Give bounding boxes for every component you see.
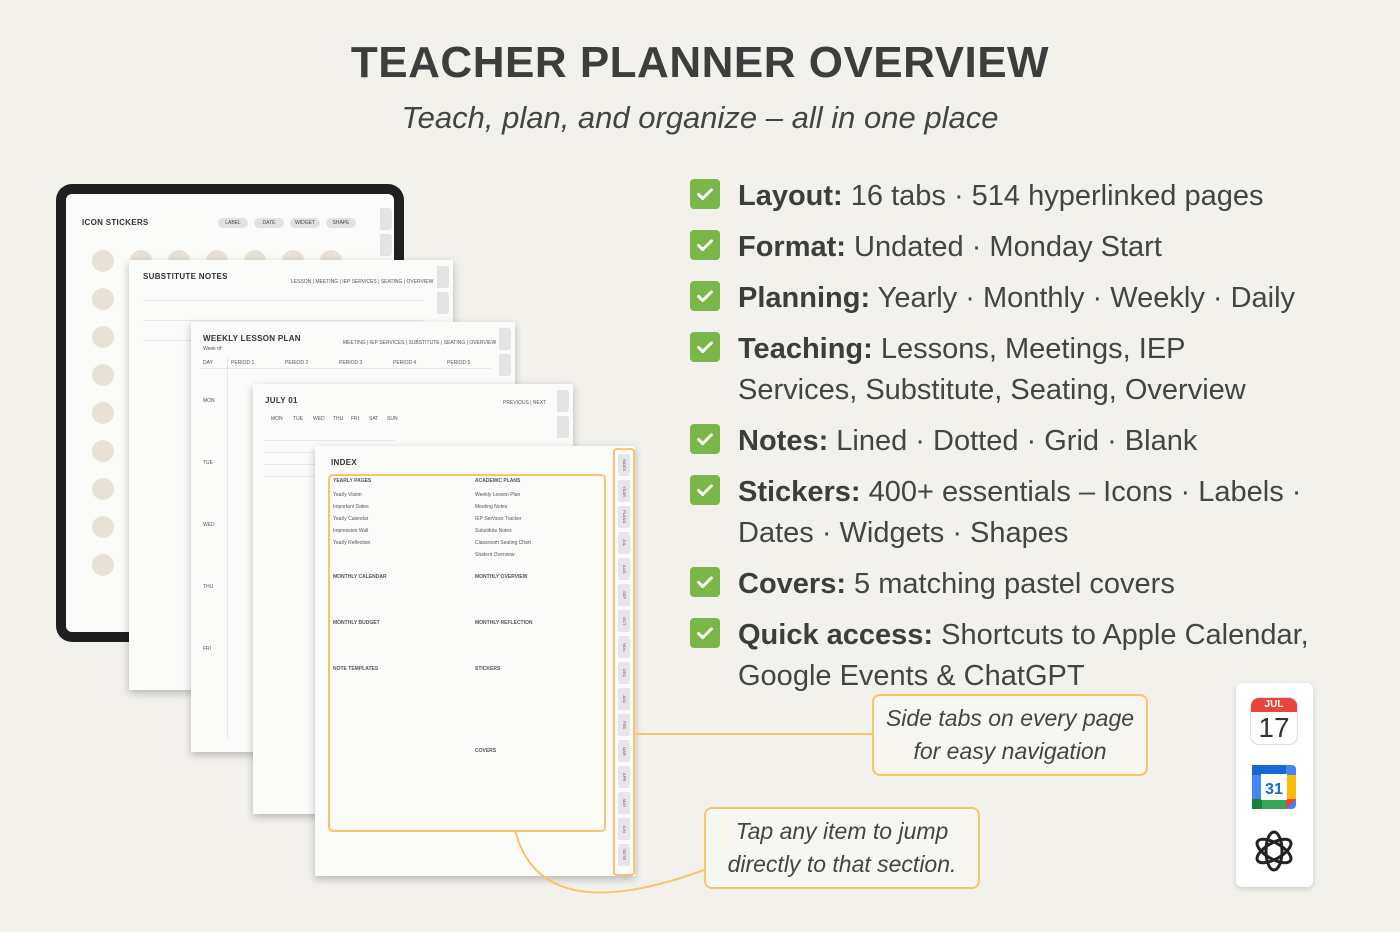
apple-calendar-day: 17 bbox=[1258, 712, 1290, 743]
side-tab-index[interactable]: INDEX bbox=[618, 454, 630, 476]
apple-calendar-month: JUL bbox=[1251, 698, 1297, 712]
note-templates-head[interactable]: NOTE TEMPLATES bbox=[333, 666, 379, 672]
google-calendar-day: 31 bbox=[1265, 781, 1283, 798]
feature-label: Notes: bbox=[738, 425, 829, 457]
side-tab-year[interactable]: YEAR bbox=[618, 480, 630, 502]
weekly-title: WEEKLY LESSON PLAN bbox=[203, 334, 301, 343]
chatgpt-icon[interactable] bbox=[1250, 827, 1298, 875]
checkmark-icon bbox=[690, 332, 720, 362]
feature-text: Yearly · Monthly · Weekly · Daily bbox=[870, 282, 1296, 314]
index-link[interactable]: Important Dates bbox=[333, 504, 369, 510]
icon-stickers-title: ICON STICKERS bbox=[82, 218, 149, 227]
stickers-head[interactable]: STICKERS bbox=[475, 666, 501, 672]
monthly-budget-head[interactable]: MONTHLY BUDGET bbox=[333, 620, 380, 626]
monthly-overview-head[interactable]: MONTHLY OVERVIEW bbox=[475, 574, 528, 580]
feature-label: Format: bbox=[738, 231, 846, 263]
feature-item bbox=[690, 615, 1310, 697]
day-label: THU bbox=[203, 584, 214, 590]
daily-nav[interactable]: PREVIOUS | NEXT bbox=[503, 400, 547, 406]
col-head: PERIOD 2 bbox=[285, 360, 309, 366]
side-tab-mar[interactable]: MAR bbox=[618, 740, 630, 762]
quick-access-apps bbox=[1236, 683, 1313, 887]
feature-label: Quick access: bbox=[738, 619, 934, 651]
feature-text: 5 matching pastel covers bbox=[846, 568, 1175, 600]
col-head: PERIOD 5 bbox=[447, 360, 471, 366]
day-label: MON bbox=[203, 398, 215, 404]
index-link[interactable]: Yearly Calendar bbox=[333, 516, 369, 522]
monthly-calendar-head[interactable]: MONTHLY CALENDAR bbox=[333, 574, 387, 580]
yearly-pages-head[interactable]: YEARLY PAGES bbox=[333, 478, 372, 484]
shape-pill[interactable]: SHAPE bbox=[326, 218, 356, 228]
feature-text: 16 tabs · 514 hyperlinked pages bbox=[842, 180, 1264, 212]
widget-pill[interactable]: WIDGET bbox=[290, 218, 320, 228]
checkmark-icon bbox=[690, 618, 720, 648]
side-tab-oct[interactable]: OCT bbox=[618, 610, 630, 632]
checkmark-icon bbox=[690, 424, 720, 454]
weekday-label: THU bbox=[333, 416, 344, 422]
weekday-label: MON bbox=[271, 416, 283, 422]
substitute-title: SUBSTITUTE NOTES bbox=[143, 272, 228, 281]
checkmark-icon bbox=[690, 281, 720, 311]
feature-label: Planning: bbox=[738, 282, 871, 314]
substitute-nav[interactable]: LESSON | MEETING | IEP SERVICES | SEATING | OVERVIEW bbox=[291, 279, 434, 285]
index-link[interactable]: Classroom Seating Chart bbox=[475, 540, 531, 546]
feature-label: Teaching: bbox=[738, 333, 873, 365]
col-head: PERIOD 1 bbox=[231, 360, 255, 366]
label-pill[interactable]: LABEL bbox=[218, 218, 248, 228]
index-link[interactable]: IEP Services Tracker bbox=[475, 516, 522, 522]
side-tab-sep[interactable]: SEP bbox=[618, 584, 630, 606]
side-tab-jun[interactable]: JUN bbox=[618, 818, 630, 840]
page-title: TEACHER PLANNER OVERVIEW bbox=[350, 38, 1050, 87]
google-calendar-icon[interactable] bbox=[1252, 765, 1296, 809]
side-tab-may[interactable]: MAY bbox=[618, 792, 630, 814]
index-link[interactable]: Substitute Notes bbox=[475, 528, 512, 534]
day-label: WED bbox=[203, 522, 215, 528]
feature-item bbox=[690, 564, 1310, 605]
side-tab-jul[interactable]: JUL bbox=[618, 532, 630, 554]
checkmark-icon bbox=[690, 475, 720, 505]
covers-head[interactable]: COVERS bbox=[475, 748, 497, 754]
side-tab-apr[interactable]: APR bbox=[618, 766, 630, 788]
feature-label: Stickers: bbox=[738, 476, 861, 508]
index-link[interactable]: Yearly Reflection bbox=[333, 540, 371, 546]
col-head: PERIOD 3 bbox=[339, 360, 363, 366]
feature-text: Undated · Monday Start bbox=[845, 231, 1162, 263]
feature-item bbox=[690, 329, 1310, 411]
day-label: FRI bbox=[203, 646, 212, 652]
weekday-label: SAT bbox=[369, 416, 379, 422]
index-link[interactable]: Meeting Notes bbox=[475, 504, 508, 510]
feature-text: Shortcuts to Apple Calendar, Google Events & ChatGPT bbox=[738, 619, 1309, 692]
day-label: TUE bbox=[203, 460, 213, 466]
feature-label: Covers: bbox=[738, 568, 846, 600]
page-subtitle: Teach, plan, and organize – all in one place bbox=[401, 100, 999, 135]
monthly-reflection-head[interactable]: MONTHLY REFLECTION bbox=[475, 620, 533, 626]
side-tab-aug[interactable]: AUG bbox=[618, 558, 630, 580]
academic-plans-head[interactable]: ACADEMIC PLANS bbox=[475, 478, 521, 484]
feature-item bbox=[690, 278, 1310, 319]
side-tab-jan[interactable]: JAN bbox=[618, 688, 630, 710]
daily-title: JULY 01 bbox=[265, 396, 298, 405]
apple-calendar-icon[interactable] bbox=[1250, 697, 1298, 745]
feature-text: Lessons, Meetings, IEP Services, Substitute, Seating, Overview bbox=[738, 333, 1246, 406]
checkmark-icon bbox=[690, 230, 720, 260]
index-link[interactable]: Impression Wall bbox=[333, 528, 369, 534]
feature-label: Layout: bbox=[738, 180, 843, 212]
weekday-label: FRI bbox=[351, 416, 360, 422]
side-tab-feb[interactable]: FEB bbox=[618, 714, 630, 736]
side-tab-nov[interactable]: NOV bbox=[618, 636, 630, 658]
weekday-label: TUE bbox=[293, 416, 303, 422]
side-tabs-callout: Side tabs on every page for easy navigation bbox=[872, 694, 1148, 776]
index-link[interactable]: Student Overview bbox=[475, 552, 515, 558]
weekly-nav[interactable]: MEETING | IEP SERVICES | SUBSTITUTE | SEATING | OVERVIEW bbox=[343, 340, 497, 346]
weekday-label: WED bbox=[313, 416, 325, 422]
feature-item bbox=[690, 227, 1310, 268]
col-head: DAY bbox=[203, 360, 213, 366]
index-title: INDEX bbox=[331, 458, 357, 467]
checkmark-icon bbox=[690, 179, 720, 209]
feature-list bbox=[690, 176, 1310, 707]
index-link[interactable]: Weekly Lesson Plan bbox=[475, 492, 521, 498]
week-of-label: Week of: bbox=[203, 346, 223, 352]
feature-item bbox=[690, 421, 1310, 462]
side-tab-dec[interactable]: DEC bbox=[618, 662, 630, 684]
index-link[interactable]: Yearly Vision bbox=[333, 492, 362, 498]
checkmark-icon bbox=[690, 567, 720, 597]
date-pill[interactable]: DATE bbox=[254, 218, 284, 228]
tap-item-callout: Tap any item to jump directly to that section. bbox=[704, 807, 980, 889]
feature-item bbox=[690, 176, 1310, 217]
side-tab-plans[interactable]: PLANS bbox=[618, 506, 630, 528]
col-head: PERIOD 4 bbox=[393, 360, 417, 366]
feature-text: 400+ essentials – Icons · Labels · Dates · Widgets · Shapes bbox=[738, 476, 1302, 549]
feature-item bbox=[690, 472, 1310, 554]
side-tab-note[interactable]: NOTE bbox=[618, 844, 630, 866]
weekday-label: SUN bbox=[387, 416, 398, 422]
feature-text: Lined · Dotted · Grid · Blank bbox=[828, 425, 1198, 457]
